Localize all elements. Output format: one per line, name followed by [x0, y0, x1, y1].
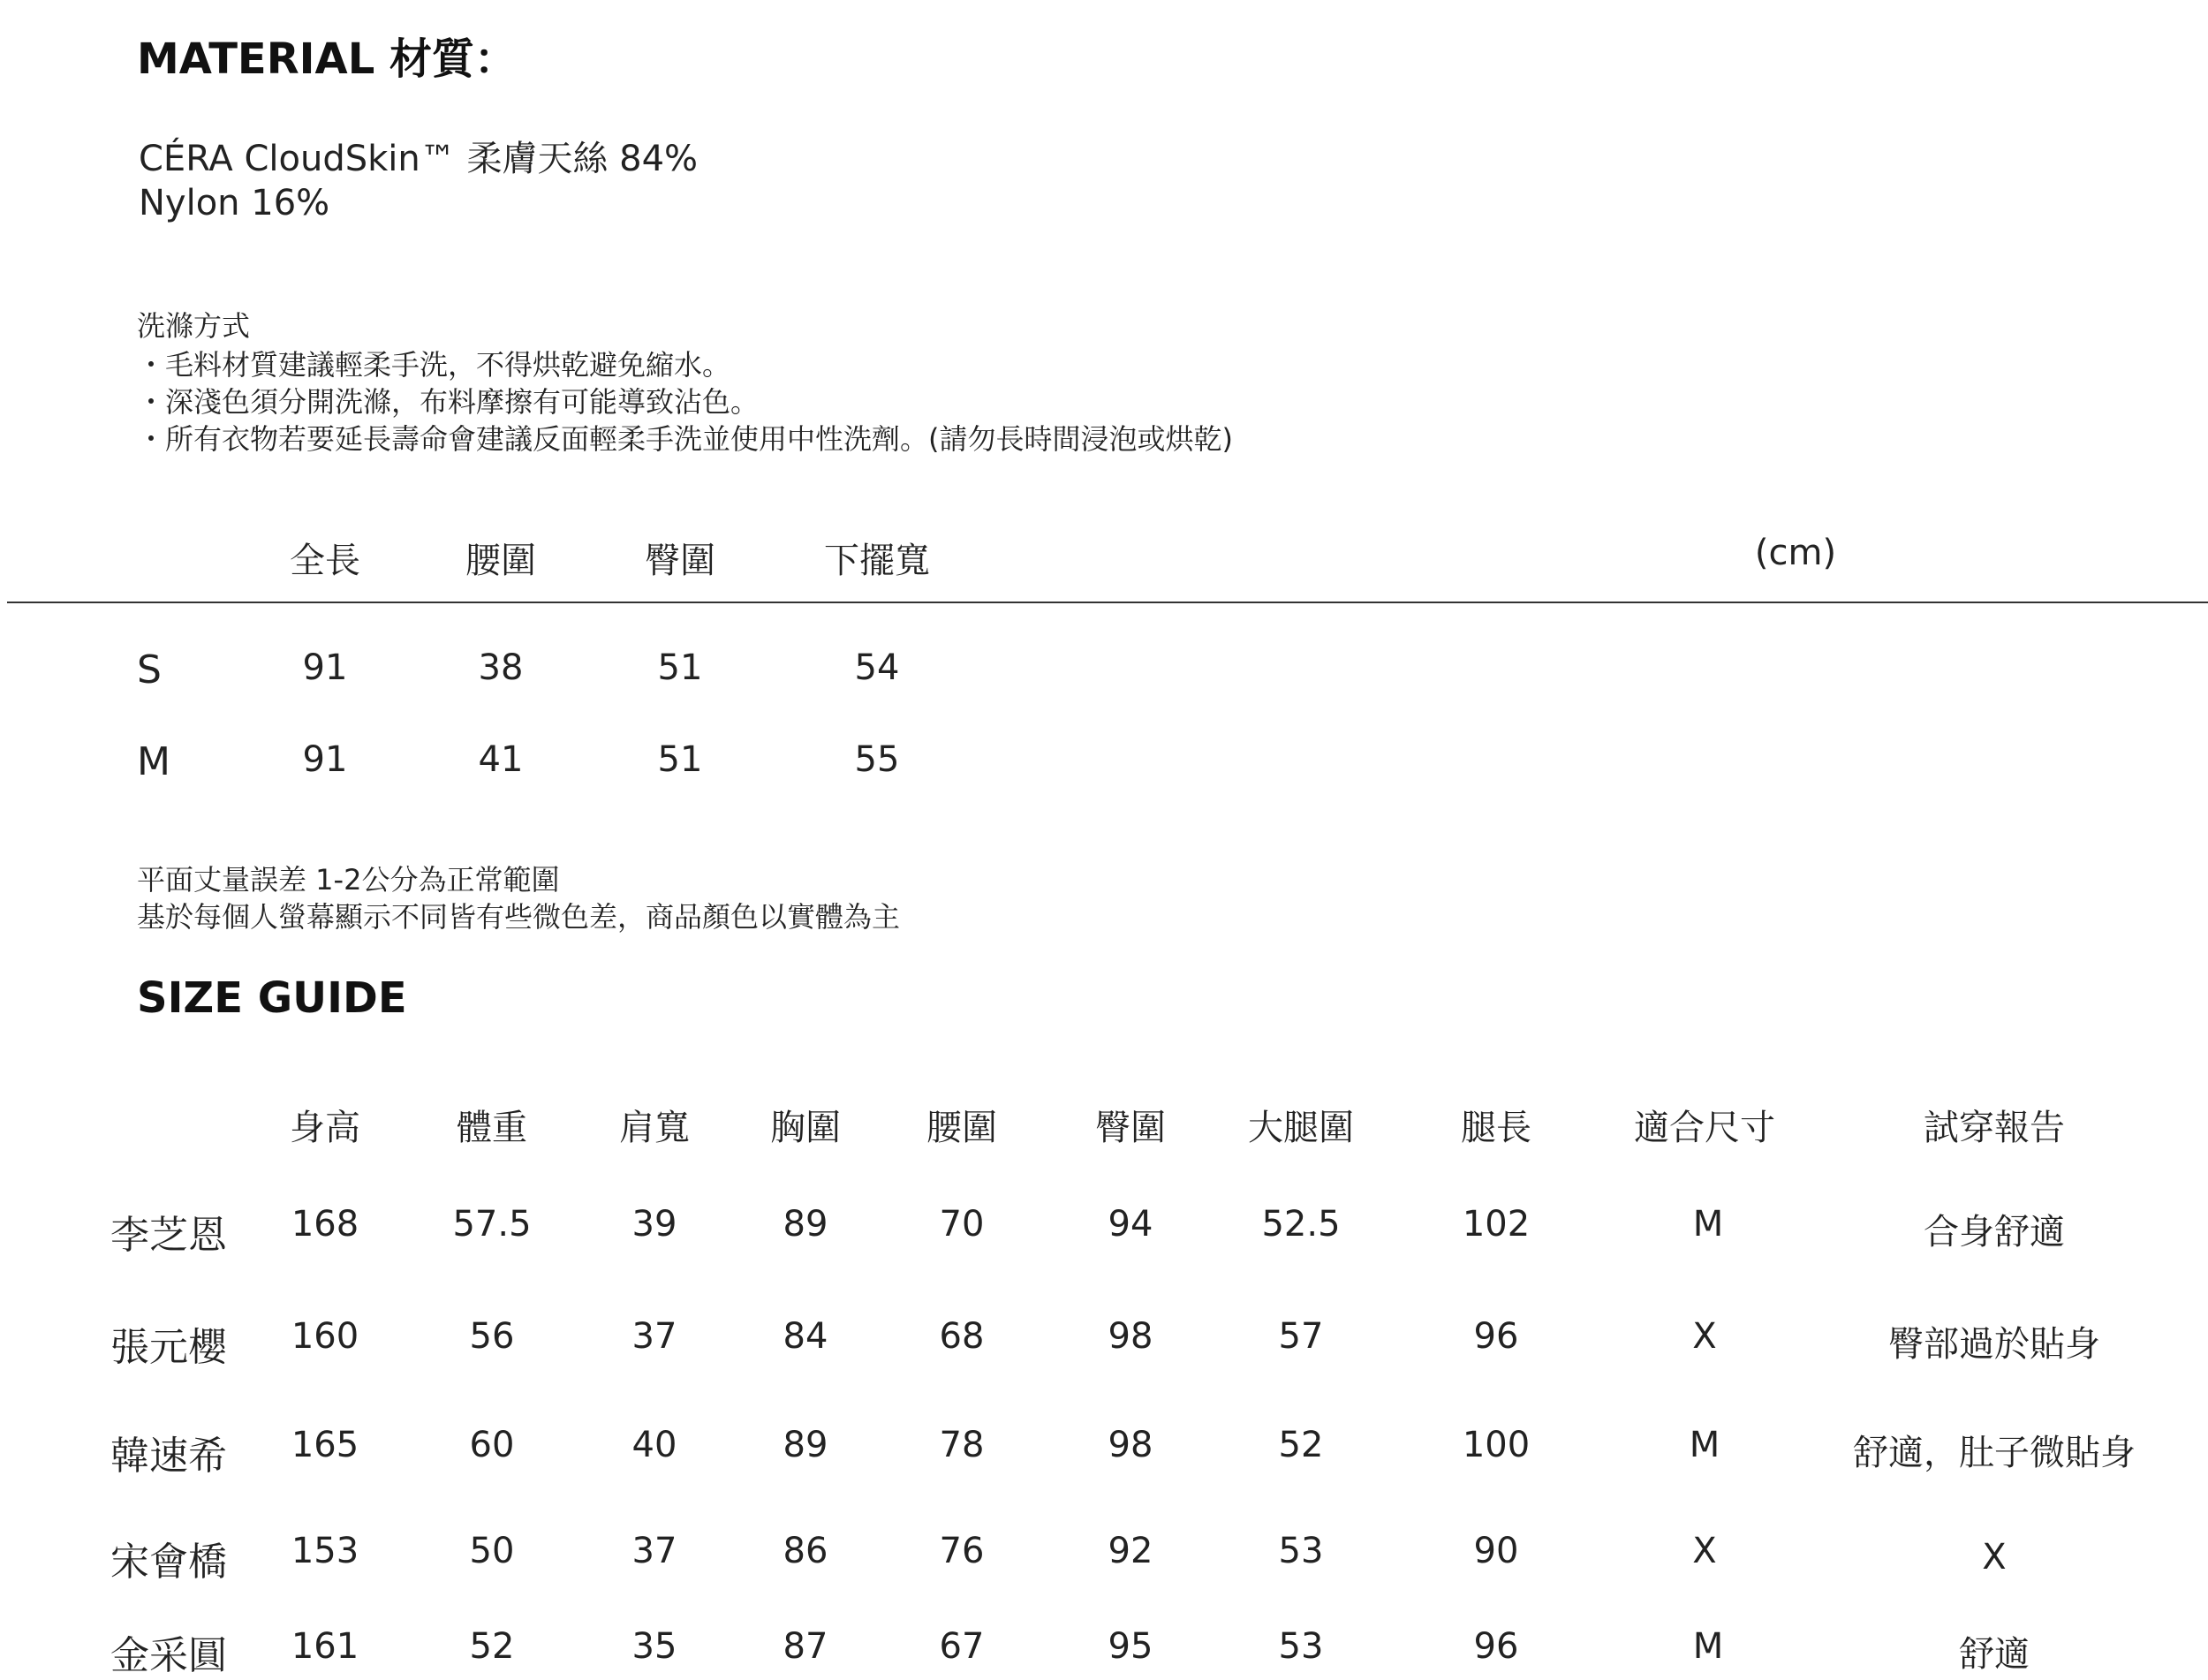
- guide-row-2-leg-length: 96: [1473, 1316, 1519, 1357]
- care-title: 洗滌方式: [137, 309, 251, 343]
- guide-row-5-weight: 52: [469, 1626, 515, 1667]
- guide-row-3-height: 165: [291, 1425, 359, 1465]
- material-line-2: Nylon 16%: [139, 183, 330, 223]
- size-label-m: M: [137, 739, 170, 784]
- guide-header-weight: 體重: [457, 1108, 527, 1148]
- guide-row-5-fit-size: M: [1692, 1626, 1724, 1667]
- guide-row-5-waist: 67: [939, 1626, 985, 1667]
- table-divider: [7, 602, 2208, 603]
- guide-row-1-report: 合身舒適: [1924, 1212, 2065, 1252]
- care-item-2: ・深淺色須分開洗滌，布料摩擦有可能導致沾色。: [137, 385, 760, 419]
- size-s-waist: 38: [478, 647, 524, 688]
- guide-row-4-name: 宋會橋: [110, 1540, 227, 1585]
- size-header-waist: 腰圍: [465, 541, 536, 581]
- guide-header-leg-length: 腿長: [1461, 1108, 1531, 1148]
- size-unit: (cm): [1754, 533, 1837, 573]
- size-label-s: S: [137, 647, 162, 692]
- guide-header-shoulder: 肩寬: [619, 1108, 690, 1148]
- guide-row-3-weight: 60: [469, 1425, 515, 1465]
- size-m-hem: 55: [854, 739, 900, 780]
- guide-row-1-name: 李芝恩: [110, 1213, 227, 1258]
- size-m-hip: 51: [657, 739, 703, 780]
- guide-row-4-leg-length: 90: [1473, 1531, 1519, 1571]
- guide-row-4-shoulder: 37: [631, 1531, 677, 1571]
- guide-row-1-thigh: 52.5: [1261, 1204, 1341, 1245]
- guide-row-2-hip: 98: [1108, 1316, 1153, 1357]
- guide-row-4-waist: 76: [939, 1531, 985, 1571]
- guide-header-height: 身高: [290, 1108, 360, 1148]
- guide-row-5-height: 161: [291, 1626, 359, 1667]
- guide-row-5-chest: 87: [783, 1626, 828, 1667]
- guide-row-4-weight: 50: [469, 1531, 515, 1571]
- guide-row-5-leg-length: 96: [1473, 1626, 1519, 1667]
- guide-row-1-height: 168: [291, 1204, 359, 1245]
- guide-row-3-fit-size: M: [1689, 1425, 1720, 1465]
- guide-row-3-thigh: 52: [1278, 1425, 1324, 1465]
- guide-row-2-height: 160: [291, 1316, 359, 1357]
- guide-row-4-hip: 92: [1108, 1531, 1153, 1571]
- guide-header-hip: 臀圍: [1095, 1108, 1166, 1148]
- size-m-length: 91: [302, 739, 348, 780]
- size-s-hip: 51: [657, 647, 703, 688]
- guide-row-3-chest: 89: [783, 1425, 828, 1465]
- note-color-difference: 基於每個人螢幕顯示不同皆有些微色差，商品顏色以實體為主: [137, 900, 901, 934]
- material-line-1: CÉRA CloudSkin™ 柔膚天絲 84%: [139, 139, 699, 179]
- size-header-hip: 臀圍: [645, 541, 715, 581]
- guide-header-waist: 腰圍: [926, 1108, 997, 1148]
- material-heading: MATERIAL 材質：: [137, 34, 517, 84]
- guide-row-4-report: X: [1982, 1537, 2007, 1578]
- guide-row-3-name: 韓速希: [110, 1434, 227, 1479]
- guide-row-1-waist: 70: [939, 1204, 985, 1245]
- guide-row-5-shoulder: 35: [631, 1626, 677, 1667]
- guide-row-2-thigh: 57: [1278, 1316, 1324, 1357]
- size-m-waist: 41: [478, 739, 524, 780]
- care-item-1: ・毛料材質建議輕柔手洗，不得烘乾避免縮水。: [137, 348, 731, 382]
- guide-row-1-hip: 94: [1108, 1204, 1153, 1245]
- size-header-length: 全長: [290, 541, 360, 581]
- guide-row-1-shoulder: 39: [631, 1204, 677, 1245]
- guide-row-1-weight: 57.5: [452, 1204, 532, 1245]
- guide-row-3-shoulder: 40: [631, 1425, 677, 1465]
- guide-row-3-waist: 78: [939, 1425, 985, 1465]
- guide-row-1-fit-size: M: [1692, 1204, 1724, 1245]
- guide-header-try-on-report: 試穿報告: [1924, 1108, 2065, 1148]
- guide-row-2-name: 張元櫻: [110, 1325, 227, 1370]
- size-s-length: 91: [302, 647, 348, 688]
- guide-row-4-fit-size: X: [1692, 1531, 1717, 1571]
- guide-row-1-leg-length: 102: [1462, 1204, 1531, 1245]
- guide-row-2-fit-size: X: [1692, 1316, 1717, 1357]
- guide-row-5-hip: 95: [1108, 1626, 1153, 1667]
- guide-header-chest: 胸圍: [770, 1108, 841, 1148]
- guide-row-3-hip: 98: [1108, 1425, 1153, 1465]
- guide-row-5-name: 金采圓: [110, 1633, 227, 1678]
- guide-row-4-height: 153: [291, 1531, 359, 1571]
- guide-row-1-chest: 89: [783, 1204, 828, 1245]
- size-guide-heading: SIZE GUIDE: [137, 973, 407, 1023]
- guide-header-thigh: 大腿圍: [1248, 1108, 1354, 1148]
- guide-row-2-report: 臀部過於貼身: [1888, 1324, 2100, 1365]
- guide-row-2-weight: 56: [469, 1316, 515, 1357]
- guide-header-fit-size: 適合尺寸: [1634, 1108, 1775, 1148]
- size-header-hem: 下擺寬: [824, 541, 930, 581]
- guide-row-2-shoulder: 37: [631, 1316, 677, 1357]
- guide-row-5-thigh: 53: [1278, 1626, 1324, 1667]
- guide-row-3-report: 舒適，肚子微貼身: [1853, 1433, 2136, 1473]
- guide-row-5-report: 舒適: [1959, 1634, 2030, 1675]
- guide-row-2-chest: 84: [783, 1316, 828, 1357]
- guide-row-2-waist: 68: [939, 1316, 985, 1357]
- guide-row-4-chest: 86: [783, 1531, 828, 1571]
- care-item-3: ・所有衣物若要延長壽命會建議反面輕柔手洗並使用中性洗劑。(請勿長時間浸泡或烘乾): [137, 422, 1233, 456]
- size-s-hem: 54: [854, 647, 900, 688]
- guide-row-3-leg-length: 100: [1462, 1425, 1531, 1465]
- guide-row-4-thigh: 53: [1278, 1531, 1324, 1571]
- note-measure-error: 平面丈量誤差 1-2公分為正常範圍: [137, 863, 560, 897]
